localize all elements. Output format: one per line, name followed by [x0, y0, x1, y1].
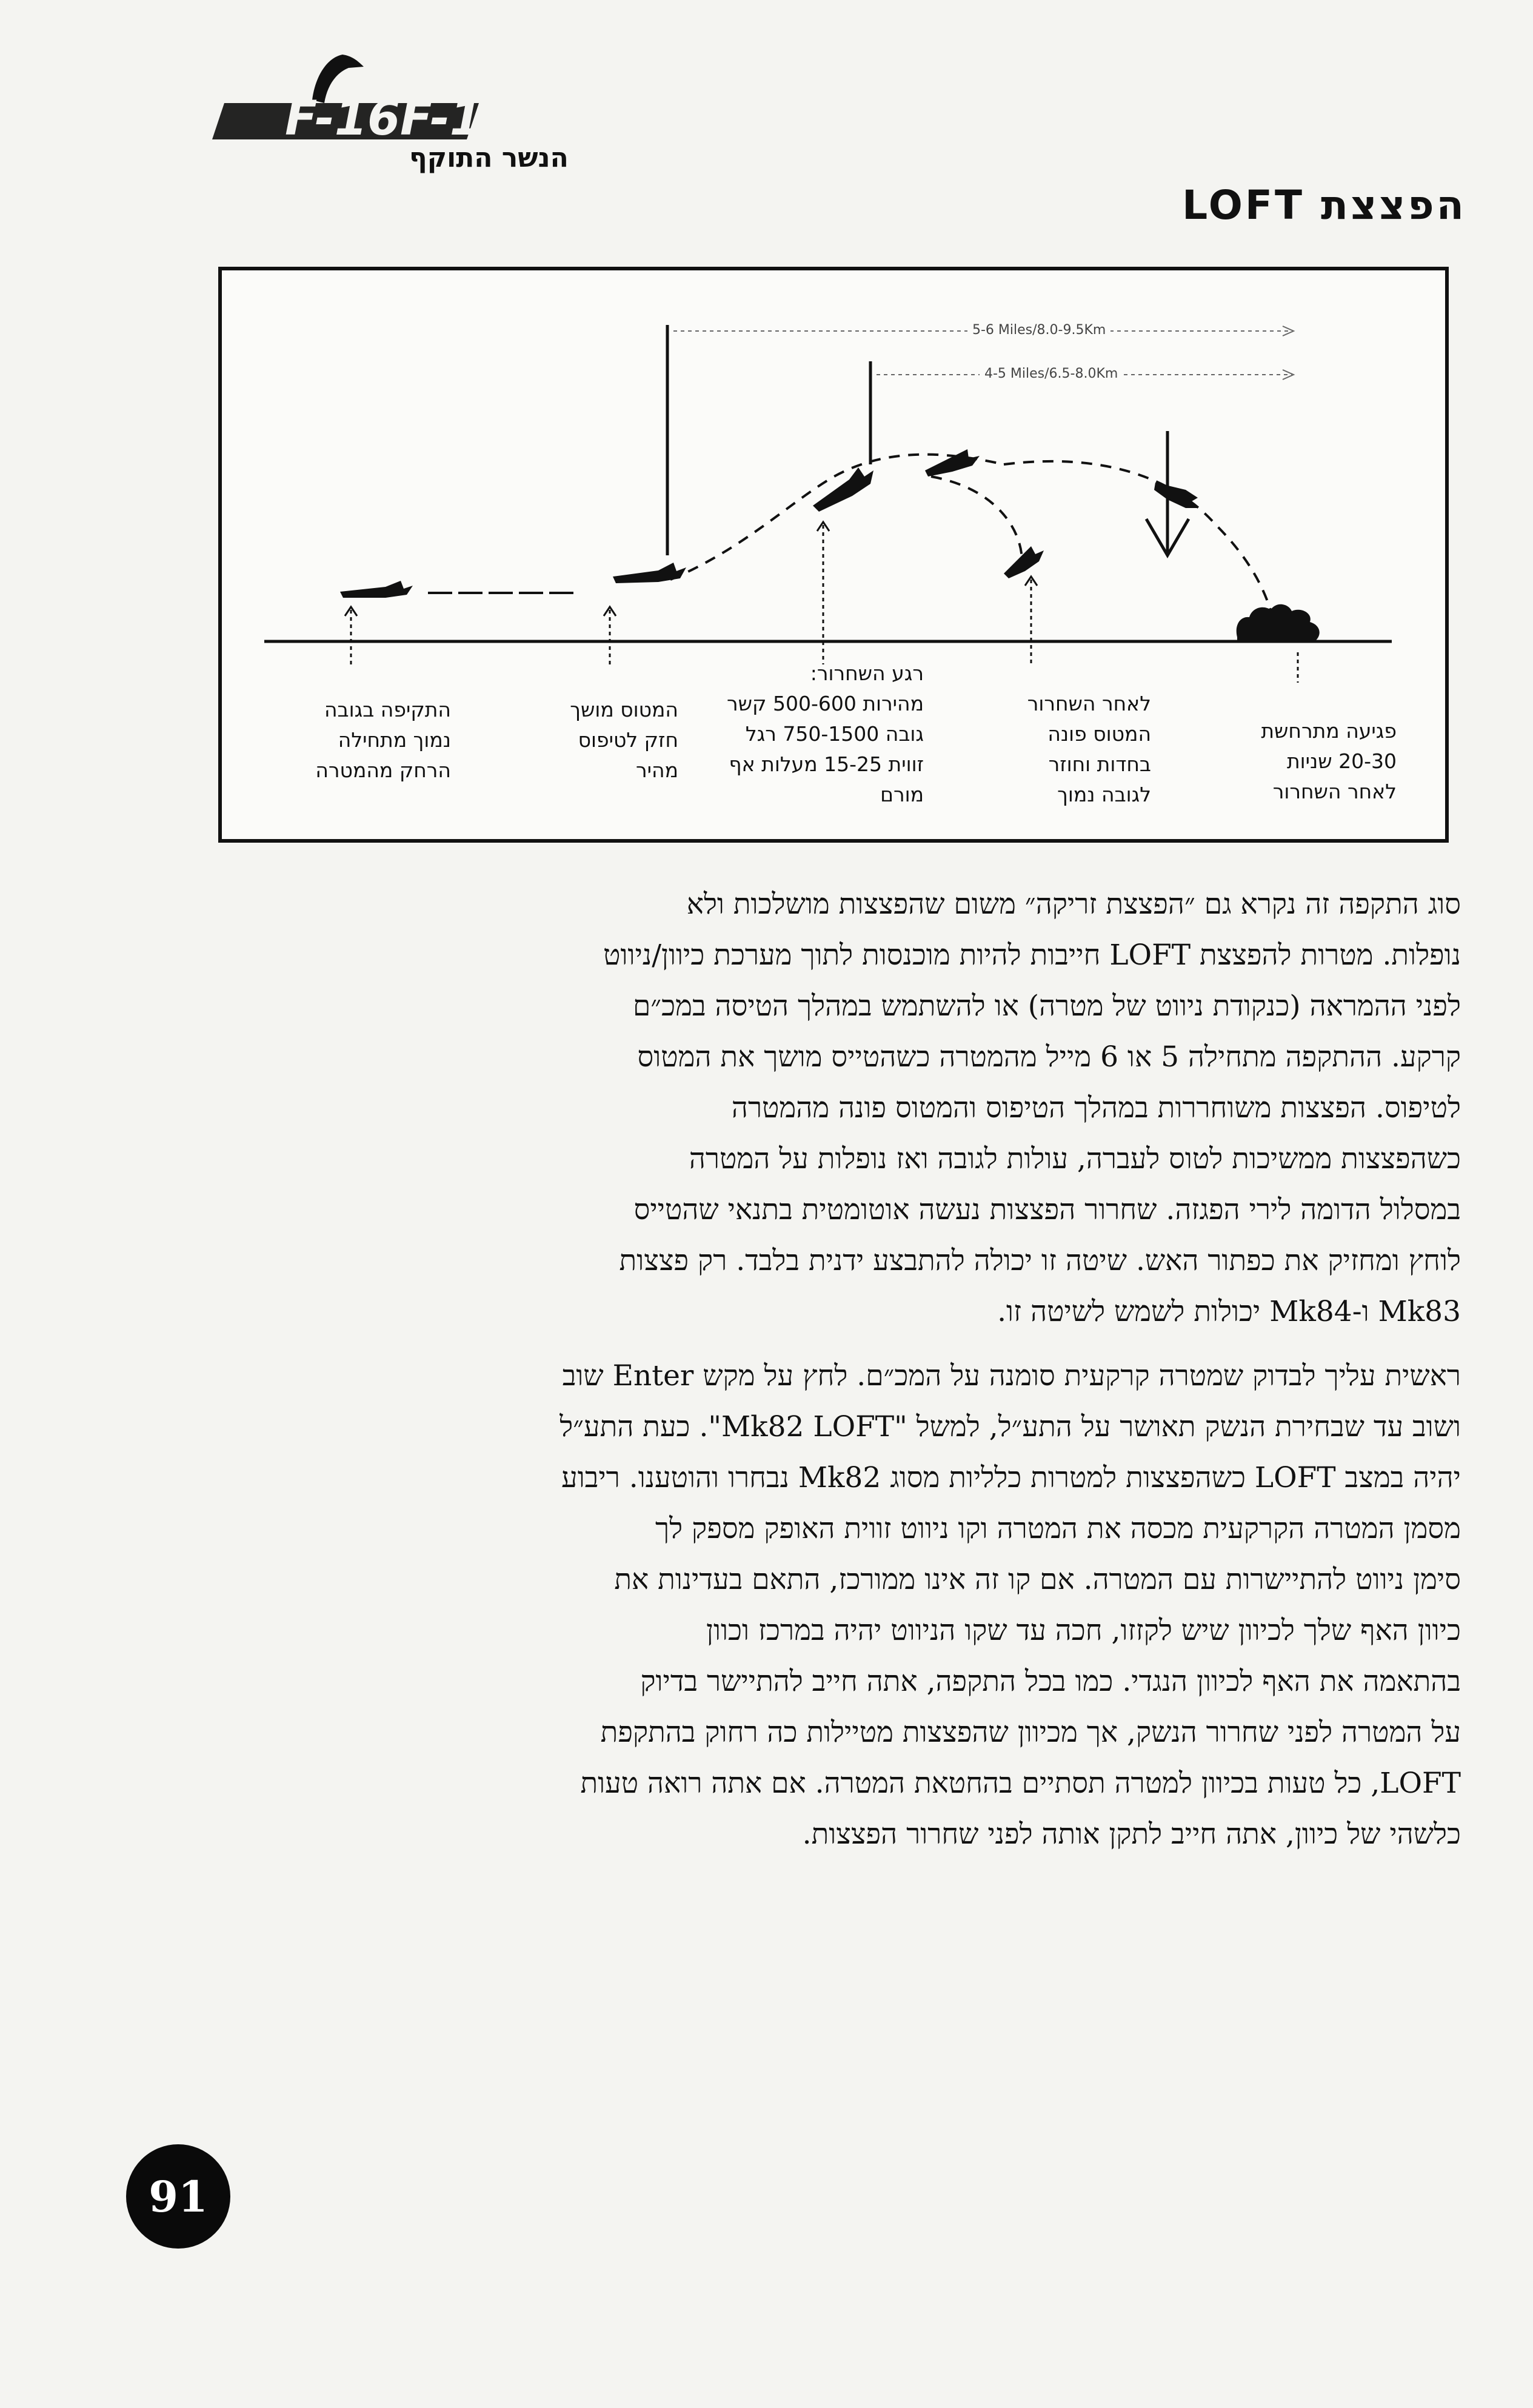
breakaway-path	[931, 477, 1022, 561]
climb-path	[670, 455, 1004, 580]
paragraph-loft-description: סוג התקפה זה נקרא גם ״הפצצת זריקה״ משום שהפצצות מושלכות ולא נופלות. מטרות להפצצת LOFT חייבות להיות מוכנסות לתוך מערכת כיוון/ניווט לפני ההמראה (כנקודת ניווט של מטרה) או להשתמש במהלך הטיסה במכ״ם קרקע. ההתקפה מתחילה 5 או 6 מייל מהמטרה כשהטייס מושך את המטוס לטיפוס. הפצצות משוחררות במהלך הטיפוס והמטוס פונה מהמטרה כשהפצצות ממשיכות לטוס לעברה, עולות לגובה ואז נופלות על המטרה במסלול הדומה לירי הפגזה. שחרור הפצצות נעשה אוטומטית בתנאי שהטייס לוחץ ומחזיק את כפתור האש. שיטה זו יכולה להתבצע ידנית בלבד. רק פצצות Mk83 ו-Mk84 יכולות לשמש לשיטה זו.	[603, 888, 1461, 1328]
f16-logo	[103, 42, 569, 194]
explosion-icon	[1237, 604, 1320, 641]
section-title: הפצצת LOFT	[1182, 182, 1466, 229]
plane-breakaway-icon	[1004, 546, 1044, 578]
distance-label-near: 4-5 Miles/6.5-8.0Km	[980, 366, 1123, 381]
caption-impact: פגיעה מתרחשת 20-30 שניות לאחר השחרור	[1261, 719, 1397, 803]
page-number: 91	[126, 2144, 230, 2249]
plane-approach-icon	[340, 581, 413, 598]
logo-wordmark: F-16	[285, 92, 401, 146]
distance-label-far: 5-6 Miles/8.0-9.5Km	[967, 323, 1111, 338]
plane-pullup-icon	[613, 563, 686, 583]
logo-wordmark-shadow: F-16	[400, 92, 516, 146]
body-text	[200, 879, 1461, 1873]
caption-breakaway: לאחר השחרור המטוס פונה בחדות וחוזר לגובה נמוך	[1027, 692, 1151, 806]
caption-release: רגע השחרור: מהירות 500-600 קשר גובה 750-1500 רגל זווית 15-25 מעלות אף מורם	[727, 661, 924, 806]
plane-release-icon	[813, 467, 873, 512]
plane-descend-icon	[1154, 483, 1198, 508]
caption-pull-up: המטוס מושך חזק לטיפוס מהיר	[570, 698, 678, 782]
paragraph-loft-procedure: ראשית עליך לבדוק שמטרה קרקעית סומנה על המכ״ם. לחץ על מקש Enter שוב ושוב עד שבחירת הנשק תאושר על התע״ל, למשל "Mk82 LOFT". כעת התע״ל יהיה במצב LOFT כשהפצצות למטרות כלליות מסוג Mk82 נבחרו והוטענו. ריבוע מסמן המטרה הקרקעית מכסה את המטרה וקו ניווט זווית האופק מספק לך סימן ניווט להתיישרות עם המטרה. אם קו זה אינו ממורכז, התאם בעדינות את כיוון האף שלך לכיוון שיש לקזזו, חכה עד שקו הניווט יהיה במרכז וכוון בהתאמה את האף לכיוון הנגדי. כמו בכל התקפה, אתה חייב להתיישר בדיוק על המטרה לפני שחרור הנשק, אך מכיוון שהפצצות מטיילות כה רחוק בהתקפת LOFT, כל טעות בכיוון למטרה תסתיים בהחטאת המטרה. אם אתה רואה טעות כלשהי של כיוון, אתה חייב לתקן אותה לפני שחרור הפצצות.	[559, 1359, 1461, 1851]
caption-attack-start: התקיפה בגובה נמוך מתחילה הרחק מהמטרה	[315, 698, 451, 782]
bomb-trajectory	[1004, 461, 1271, 610]
loft-diagram	[218, 267, 1449, 843]
logo-subtitle: הנשר התוקף	[409, 142, 569, 173]
plane-top-icon	[925, 449, 980, 477]
